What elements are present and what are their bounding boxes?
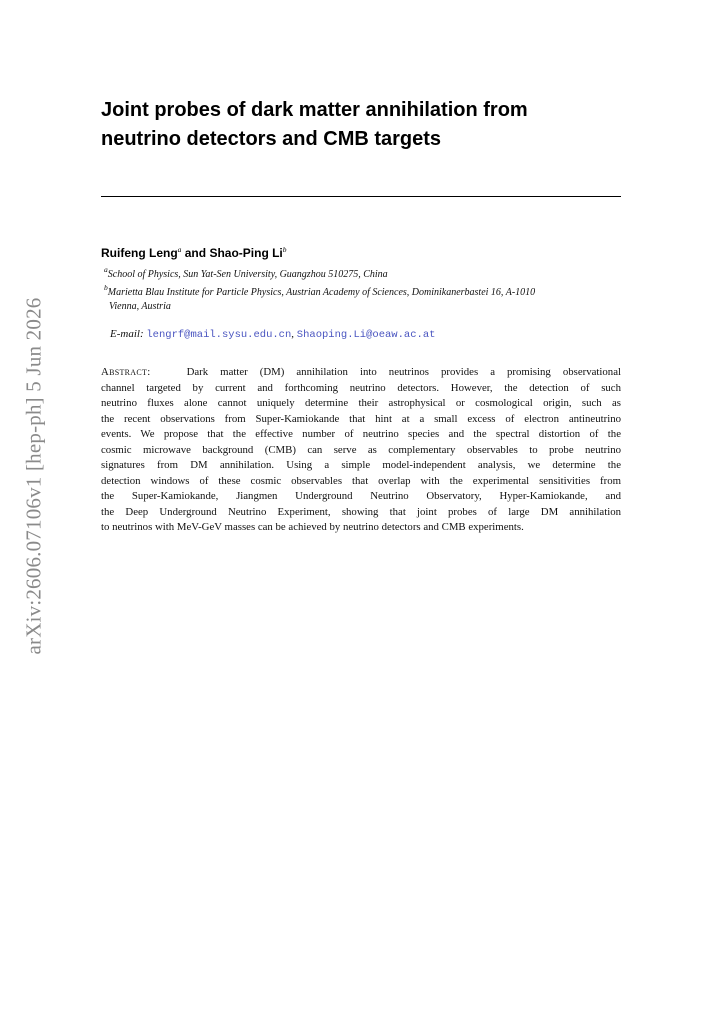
author-affiliation-mark-2: b — [282, 245, 287, 254]
abstract-text-line-6: cosmic microwave background (CMB) can serve as complementary observables to probe neutrino — [101, 443, 621, 456]
author-list — [101, 246, 287, 260]
affiliation-a — [104, 265, 622, 282]
abstract-text-line-7: signatures from DM annihilation. Using a simple model-independent analysis, we determine the — [101, 459, 621, 472]
affiliation-b — [104, 283, 622, 314]
author-name-1: Ruifeng Leng — [101, 246, 178, 260]
abstract-text-line-5: events. We propose that the effective number of neutrino species and the spectral distortion of the — [101, 428, 621, 441]
arxiv-identifier-stamp: arXiv:2606.07106v1 [hep-ph] 5 Jun 2026 — [21, 297, 46, 655]
title-divider-rule — [101, 196, 621, 197]
abstract-text-line-8: detection windows of these cosmic observables that overlap with the experimental sensitivities from — [101, 474, 621, 487]
email-separator: , — [291, 328, 295, 340]
abstract-text-line-4: the recent observations from Super-Kamiokande that hint at a small excess of electron antineutrino — [101, 412, 621, 425]
author-name-2: Shao-Ping Li — [209, 246, 283, 260]
email-link-2[interactable]: Shaoping.Li@oeaw.ac.at — [296, 329, 436, 341]
abstract-text-line-3: neutrino fluxes alone cannot uniquely determine their astrophysical or cosmological origin, such as — [101, 397, 621, 410]
affiliation-b-text-line-2: Vienna, Austria — [109, 301, 171, 312]
affiliation-a-mark: a — [104, 265, 108, 274]
paper-title — [101, 96, 621, 154]
abstract-text-line-1: Dark matter (DM) annihilation into neutrinos provides a promising observational — [186, 366, 621, 378]
abstract-block — [101, 365, 621, 536]
abstract-text-line-2: channel targeted by current and forthcoming neutrino detectors. However, the detection of such — [101, 381, 621, 394]
author-affiliation-mark-1: a — [177, 245, 182, 254]
abstract-text-line-10: the Deep Underground Neutrino Experiment, showing that joint probes of large DM annihilation — [101, 505, 621, 518]
abstract-text-line-11: to neutrinos with MeV-GeV masses can be achieved by neutrino detectors and CMB experiments. — [101, 521, 524, 534]
email-label: E-mail: — [110, 328, 144, 340]
abstract-line-1 — [101, 365, 621, 381]
affiliation-b-mark: b — [104, 283, 108, 292]
affiliation-a-text: School of Physics, Sun Yat-Sen University, Guangzhou 510275, China — [107, 269, 388, 280]
abstract-label: Abstract: — [101, 366, 151, 378]
affiliation-b-text-line-1: Marietta Blau Institute for Particle Physics, Austrian Academy of Sciences, Dominikanerbastei 16, A-1010 — [107, 287, 536, 298]
email-line — [110, 327, 435, 342]
author-joiner: and — [181, 246, 210, 260]
email-link-1[interactable]: lengrf@mail.sysu.edu.cn — [146, 329, 292, 341]
paper-title-line-1: Joint probes of dark matter annihilation from — [101, 99, 528, 121]
paper-title-line-2: neutrino detectors and CMB targets — [101, 128, 442, 150]
abstract-text-line-9: the Super-Kamiokande, Jiangmen Underground Neutrino Observatory, Hyper-Kamiokande, and — [101, 490, 621, 503]
